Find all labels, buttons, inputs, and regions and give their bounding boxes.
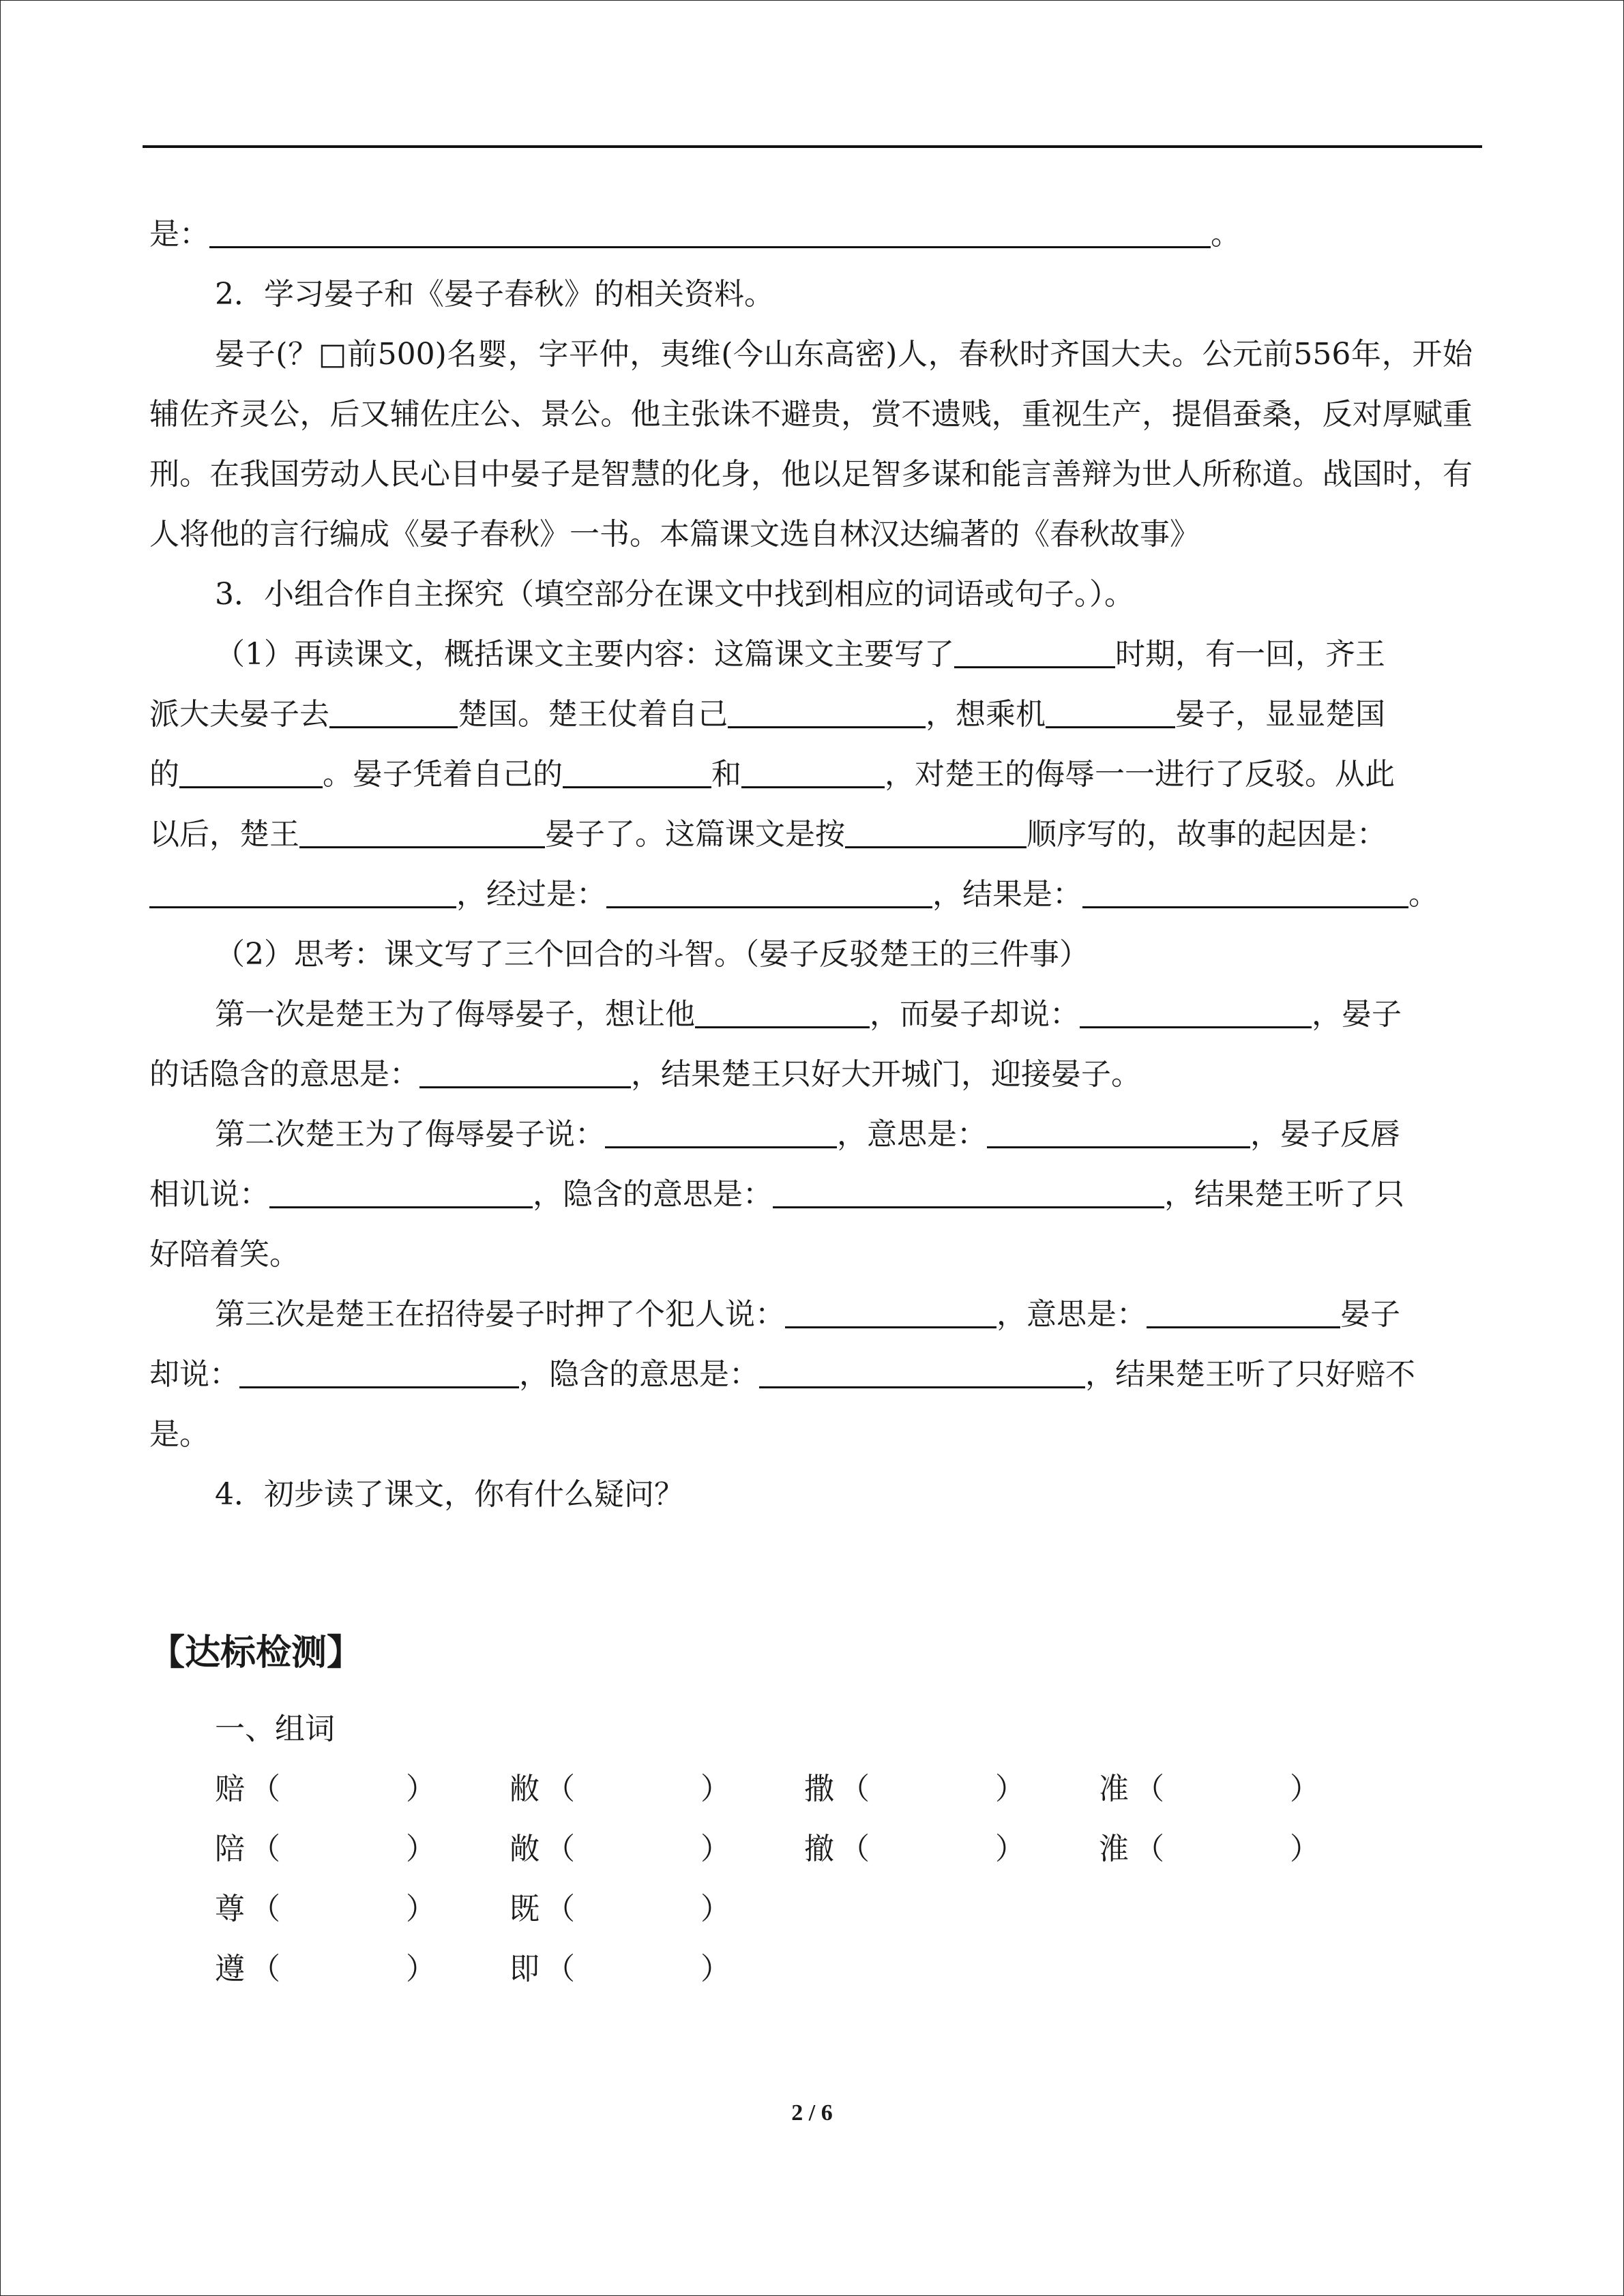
- close-paren: ）: [1290, 1772, 1320, 1806]
- answer-blank[interactable]: [149, 879, 456, 908]
- text: ，隐含的意思是：: [519, 1357, 759, 1392]
- text: ，晏子反唇: [1250, 1117, 1400, 1152]
- section-subtitle: 一、组词: [215, 1712, 335, 1746]
- close-paren: ）: [1290, 1832, 1320, 1866]
- word-char: 陪: [215, 1832, 245, 1866]
- answer-blank[interactable]: [606, 879, 932, 908]
- answer-blank[interactable]: [954, 639, 1115, 668]
- answer-blank[interactable]: [845, 819, 1027, 848]
- word-answer-slot[interactable]: [575, 1759, 700, 1800]
- word-answer-slot[interactable]: [870, 1759, 995, 1800]
- word-char: 既: [510, 1892, 540, 1926]
- answer-blank[interactable]: [773, 1179, 1164, 1208]
- text: 派大夫晏子去: [149, 697, 329, 732]
- q3-sub1-line3: [149, 745, 1473, 805]
- text: ，结果楚王听了只好赔不: [1085, 1357, 1415, 1392]
- text: 第三次是楚王在招待晏子时押了个犯人说：: [215, 1297, 785, 1332]
- word-answer-slot[interactable]: [1164, 1819, 1290, 1860]
- word-char: 撒: [804, 1772, 834, 1806]
- open-paren: （: [250, 1892, 280, 1926]
- third-round-line1: [149, 1285, 1473, 1345]
- answer-blank[interactable]: [695, 999, 870, 1028]
- text: （1）再读课文，概括课文主要内容：这篇课文主要写了: [215, 637, 954, 672]
- word-answer-slot[interactable]: [280, 1819, 406, 1860]
- text: 是：: [149, 217, 209, 252]
- open-paren: （: [840, 1832, 870, 1866]
- answer-blank[interactable]: [785, 1299, 996, 1328]
- text: 第二次楚王为了侮辱晏子说：: [215, 1117, 605, 1152]
- word-char: 敞: [510, 1832, 540, 1866]
- text: ，意思是：: [996, 1297, 1147, 1332]
- q3-sub2-heading: （2）思考：课文写了三个回合的斗智。（晏子反驳楚王的三件事）: [215, 937, 1089, 972]
- text: 晏子了。这篇课文是按: [545, 817, 845, 852]
- q3-sub1-line5: [149, 865, 1473, 925]
- word-row: [149, 1879, 1473, 1939]
- text: 却说：: [149, 1357, 239, 1392]
- word-answer-slot[interactable]: [280, 1759, 406, 1800]
- word-row: [149, 1939, 1473, 1999]
- q3-heading: 3．小组合作自主探究（填空部分在课文中找到相应的词语或句子。）。: [215, 577, 1134, 612]
- answer-blank[interactable]: [269, 1179, 533, 1208]
- word-answer-slot[interactable]: [870, 1819, 995, 1860]
- second-round-line2: [149, 1165, 1473, 1225]
- answer-blank[interactable]: [987, 1119, 1250, 1148]
- text: ，经过是：: [456, 877, 606, 912]
- answer-blank[interactable]: [179, 759, 323, 788]
- open-paren: （: [545, 1772, 575, 1806]
- text: ，晏子: [1312, 997, 1402, 1032]
- open-paren: （: [250, 1772, 280, 1806]
- open-paren: （: [840, 1772, 870, 1806]
- word-char: 淮: [1099, 1832, 1129, 1866]
- text: ，结果是：: [932, 877, 1082, 912]
- word-char: 敝: [510, 1772, 540, 1806]
- answer-blank[interactable]: [1147, 1299, 1340, 1328]
- answer-blank[interactable]: [299, 819, 545, 848]
- first-round-line2: [149, 1045, 1473, 1105]
- text: 和: [711, 757, 741, 792]
- open-paren: （: [1134, 1772, 1164, 1806]
- open-paren: （: [545, 1952, 575, 1986]
- q3-sub1-line4: [149, 805, 1473, 865]
- answer-blank[interactable]: [239, 1359, 519, 1388]
- text: ，意思是：: [837, 1117, 987, 1152]
- text: 的: [149, 757, 179, 792]
- close-paren: ）: [700, 1772, 730, 1806]
- close-paren: ）: [700, 1952, 730, 1986]
- word-char: 遵: [215, 1952, 245, 1986]
- open-paren: （: [1134, 1832, 1164, 1866]
- text: 以后，楚王: [149, 817, 299, 852]
- close-paren: ）: [406, 1892, 436, 1926]
- word-char: 赔: [215, 1772, 245, 1806]
- text: 。: [1211, 217, 1241, 252]
- word-grid: [149, 1759, 1473, 1999]
- text: 。晏子凭着自己的: [323, 757, 563, 792]
- answer-blank[interactable]: [563, 759, 711, 788]
- page-number: 2 / 6: [791, 2100, 833, 2126]
- open-paren: （: [545, 1892, 575, 1926]
- answer-blank[interactable]: [419, 1059, 631, 1088]
- word-row: [149, 1759, 1473, 1819]
- text: 相讥说：: [149, 1177, 269, 1212]
- text: ，对楚王的侮辱一一进行了反驳。从此: [885, 757, 1395, 792]
- text: 晏子: [1340, 1297, 1400, 1332]
- answer-blank[interactable]: [605, 1119, 837, 1148]
- q3-sub1-line2: [149, 685, 1473, 745]
- word-char: 尊: [215, 1892, 245, 1926]
- text: ，结果楚王只好大开城门，迎接晏子。: [631, 1057, 1141, 1092]
- answer-blank[interactable]: [1046, 699, 1175, 728]
- word-answer-slot[interactable]: [280, 1939, 406, 1980]
- text: 时期，有一回，齐王: [1115, 637, 1385, 672]
- text: 第一次是楚王为了侮辱晏子，想让他: [215, 997, 695, 1032]
- close-paren: ）: [700, 1832, 730, 1866]
- answer-blank[interactable]: [759, 1359, 1085, 1388]
- word-char: 即: [510, 1952, 540, 1986]
- close-paren: ）: [995, 1832, 1025, 1866]
- answer-blank[interactable]: [741, 759, 885, 788]
- text: 。: [1408, 877, 1438, 912]
- word-row: [149, 1819, 1473, 1879]
- close-paren: ）: [700, 1892, 730, 1926]
- close-paren: ）: [995, 1772, 1025, 1806]
- open-paren: （: [250, 1952, 280, 1986]
- third-round-line3: 是。: [149, 1417, 209, 1452]
- q2-paragraph: 晏子(？□前500)名婴，字平仲，夷维(今山东高密)人，春秋时齐国大夫。公元前556年，开始辅佐齐灵公，后又辅佐庄公、景公。他主张诛不避贵，赏不遗贱，重视生产，提倡蚕桑，反对厚赋重刑。在我国劳动人民心目中晏子是智慧的化身，他以足智多谋和能言善辩为世人所称道。战国时，有人将他的言行编成《晏子春秋》一书。本篇课文选自林汉达编著的《春秋故事》: [149, 337, 1473, 552]
- open-paren: （: [250, 1832, 280, 1866]
- word-char: 准: [1099, 1772, 1129, 1806]
- word-answer-slot[interactable]: [280, 1879, 406, 1920]
- second-round-line3: 好陪着笑。: [149, 1237, 299, 1272]
- word-char: 撤: [804, 1832, 834, 1866]
- word-answer-slot[interactable]: [575, 1819, 700, 1860]
- text: 楚国。楚王仗着自己: [458, 697, 728, 732]
- text: 晏子，显显楚国: [1175, 697, 1385, 732]
- open-paren: （: [545, 1832, 575, 1866]
- close-paren: ）: [406, 1832, 436, 1866]
- text: ，隐含的意思是：: [533, 1177, 773, 1212]
- section-title: 【达标检测】: [149, 1632, 363, 1673]
- text: 顺序写的，故事的起因是：: [1027, 817, 1387, 852]
- worksheet-content: [149, 205, 1473, 1999]
- answer-blank[interactable]: [728, 699, 926, 728]
- answer-blank[interactable]: [329, 699, 458, 728]
- text: 的话隐含的意思是：: [149, 1057, 419, 1092]
- q2-heading: 2．学习晏子和《晏子春秋》的相关资料。: [215, 277, 774, 312]
- answer-blank[interactable]: [209, 219, 1211, 248]
- word-answer-slot[interactable]: [1164, 1759, 1290, 1800]
- close-paren: ）: [406, 1772, 436, 1806]
- second-round-line1: [149, 1105, 1473, 1165]
- answer-blank[interactable]: [1082, 879, 1408, 908]
- q1-tail-line: [149, 205, 1473, 265]
- word-answer-slot[interactable]: [575, 1879, 700, 1920]
- text: ，想乘机: [926, 697, 1046, 732]
- text: ，而晏子却说：: [870, 997, 1080, 1032]
- word-answer-slot[interactable]: [575, 1939, 700, 1980]
- close-paren: ）: [406, 1952, 436, 1986]
- q3-sub1-line1: [149, 625, 1473, 685]
- header-rule: [143, 145, 1482, 148]
- q4-question: 4．初步读了课文，你有什么疑问？: [215, 1477, 684, 1512]
- third-round-line2: [149, 1345, 1473, 1405]
- text: ，结果楚王听了只: [1164, 1177, 1404, 1212]
- first-round-line1: [149, 985, 1473, 1045]
- answer-blank[interactable]: [1080, 999, 1312, 1028]
